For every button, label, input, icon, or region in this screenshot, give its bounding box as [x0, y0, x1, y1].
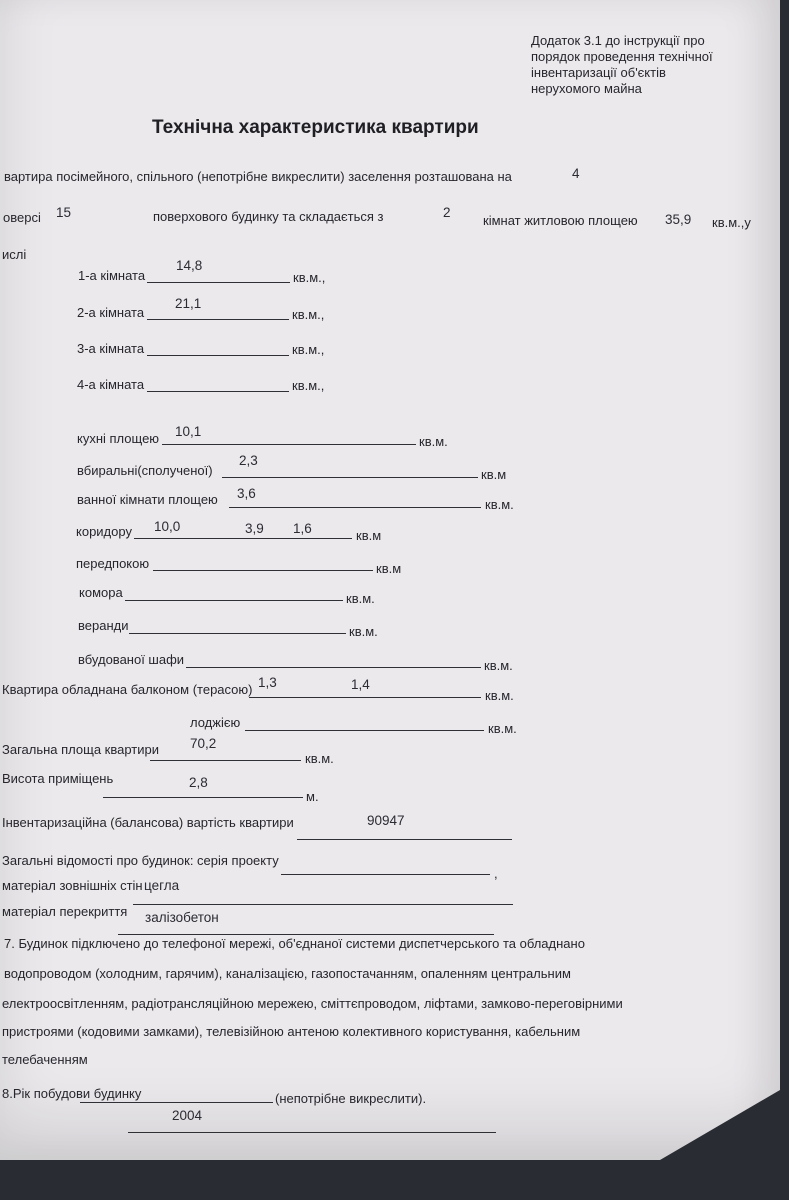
bathroom-value: 3,6 [237, 486, 256, 501]
loggia-unit: кв.м. [488, 721, 517, 736]
room-2-line [147, 319, 289, 320]
wall-material-line [133, 904, 513, 905]
balcony-label: Квартира обладнана балконом (терасою) [2, 682, 253, 697]
intro-line-1: вартира посімейного, спільного (непотрібне викреслити) заселення розташована на [4, 169, 512, 184]
wardrobe-label: вбудованої шафи [78, 652, 185, 667]
height-line [103, 797, 303, 798]
intro-unit-end: кв.м.,у [712, 215, 751, 230]
room-4-unit: кв.м., [292, 378, 325, 393]
room-1-unit: кв.м., [293, 270, 326, 285]
hallway-unit: кв.м [376, 561, 402, 576]
kitchen-unit: кв.м. [419, 434, 448, 449]
wall-material-label: матеріал зовнішніх стін [2, 878, 143, 893]
floor-value: 4 [572, 166, 580, 181]
section-7-line-5: телебаченням [2, 1052, 88, 1067]
living-area-value: 35,9 [665, 212, 692, 227]
room-3-label: 3-а кімната [77, 341, 145, 356]
storage-label: комора [79, 585, 123, 600]
balcony-value-1: 1,3 [258, 675, 277, 690]
series-line [281, 874, 490, 875]
section-7-end: (непотрібне викреслити). [275, 1091, 427, 1106]
hallway-line [153, 570, 373, 571]
room-2-unit: кв.м., [292, 307, 325, 322]
kitchen-value: 10,1 [175, 424, 202, 439]
total-floors-value: 15 [56, 205, 72, 220]
veranda-line [129, 633, 346, 634]
valuation-line [297, 839, 512, 840]
intro-line-3: ислі [2, 247, 27, 262]
intro-line-2-start: оверсі [3, 210, 41, 225]
header-line: Додаток 3.1 до інструкції про [531, 33, 705, 48]
section-7-line [80, 1102, 273, 1103]
room-1-line [147, 282, 290, 283]
floor-material-line [118, 934, 494, 935]
total-area-label: Загальна площа квартири [2, 742, 160, 757]
series-end: , [494, 866, 498, 881]
wall-material-value: цегла [144, 878, 180, 893]
loggia-line [245, 730, 484, 731]
header-line: нерухомого майна [531, 81, 642, 96]
intro-line-2-end: кімнат житловою площею [483, 213, 638, 228]
total-area-line [150, 760, 301, 761]
height-label: Висота приміщень [2, 771, 114, 786]
room-3-unit: кв.м., [292, 342, 325, 357]
storage-unit: кв.м. [346, 591, 375, 606]
room-2-label: 2-а кімната [77, 305, 145, 320]
total-area-unit: кв.м. [305, 751, 334, 766]
floor-material-value: залізобетон [145, 910, 219, 925]
year-built-line [128, 1132, 496, 1133]
corridor-value-2: 3,9 [245, 521, 264, 536]
total-area-value: 70,2 [190, 736, 217, 751]
room-4-line [147, 391, 289, 392]
rooms-count-value: 2 [443, 205, 451, 220]
corridor-label: коридору [76, 524, 132, 539]
hallway-label: передпокою [76, 556, 150, 571]
room-1-value: 14,8 [176, 258, 203, 273]
veranda-label: веранди [78, 618, 129, 633]
veranda-unit: кв.м. [349, 624, 378, 639]
storage-line [125, 600, 343, 601]
height-value: 2,8 [189, 775, 208, 790]
toilet-label: вбиральні(сполученої) [77, 463, 213, 478]
section-7-line-2: водопроводом (холодним, гарячим), каналізацією, газопостачанням, опаленням центральним [4, 966, 571, 981]
wardrobe-unit: кв.м. [484, 658, 513, 673]
floor-material-label: матеріал перекриття [2, 904, 128, 919]
header-line: інвентаризації об'єктів [531, 65, 666, 80]
header-line: порядок проведення технічної [531, 49, 713, 64]
year-built-label: 8.Рік побудови будинку [2, 1086, 142, 1101]
section-7-line-3: електроосвітленням, радіотрансляційною мережею, сміттєпроводом, ліфтами, замково-переговірними [2, 996, 623, 1011]
corridor-value-1: 10,0 [154, 519, 181, 534]
room-3-line [147, 355, 289, 356]
bathroom-label: ванної кімнати площею [77, 492, 218, 507]
page-title: Технічна характеристика квартири [152, 117, 479, 138]
valuation-value: 90947 [367, 813, 405, 828]
toilet-unit: кв.м [481, 467, 507, 482]
toilet-value: 2,3 [239, 453, 258, 468]
corridor-unit: кв.м [356, 528, 382, 543]
valuation-label: Інвентаризаційна (балансова) вартість квартири [2, 815, 294, 830]
corridor-line [134, 538, 352, 539]
kitchen-line [162, 444, 416, 445]
intro-line-2-mid: поверхового будинку та складається з [153, 209, 384, 224]
corridor-value-3: 1,6 [293, 521, 312, 536]
year-built-value: 2004 [172, 1108, 203, 1123]
bathroom-unit: кв.м. [485, 497, 514, 512]
balcony-line [249, 697, 481, 698]
series-label: Загальні відомості про будинок: серія проекту [2, 853, 279, 868]
document-header [531, 33, 713, 97]
balcony-value-2: 1,4 [351, 677, 370, 692]
room-4-label: 4-а кімната [77, 377, 145, 392]
room-1-label: 1-а кімната [78, 268, 146, 283]
toilet-line [222, 477, 478, 478]
wardrobe-line [186, 667, 481, 668]
section-7-line-4: пристроями (кодовими замками), телевізійною антеною колективного користування, кабельним [2, 1024, 581, 1039]
loggia-label: лоджією [190, 715, 241, 730]
room-2-value: 21,1 [175, 296, 202, 311]
height-unit: м. [306, 789, 319, 804]
kitchen-label: кухні площею [77, 431, 160, 446]
balcony-unit: кв.м. [485, 688, 514, 703]
bathroom-line [229, 507, 481, 508]
page-corner-shadow [660, 1090, 780, 1160]
section-7-line-1: 7. Будинок підключено до телефоної мережі, об'єднаної системи диспетчерського та обладнано [4, 936, 585, 951]
